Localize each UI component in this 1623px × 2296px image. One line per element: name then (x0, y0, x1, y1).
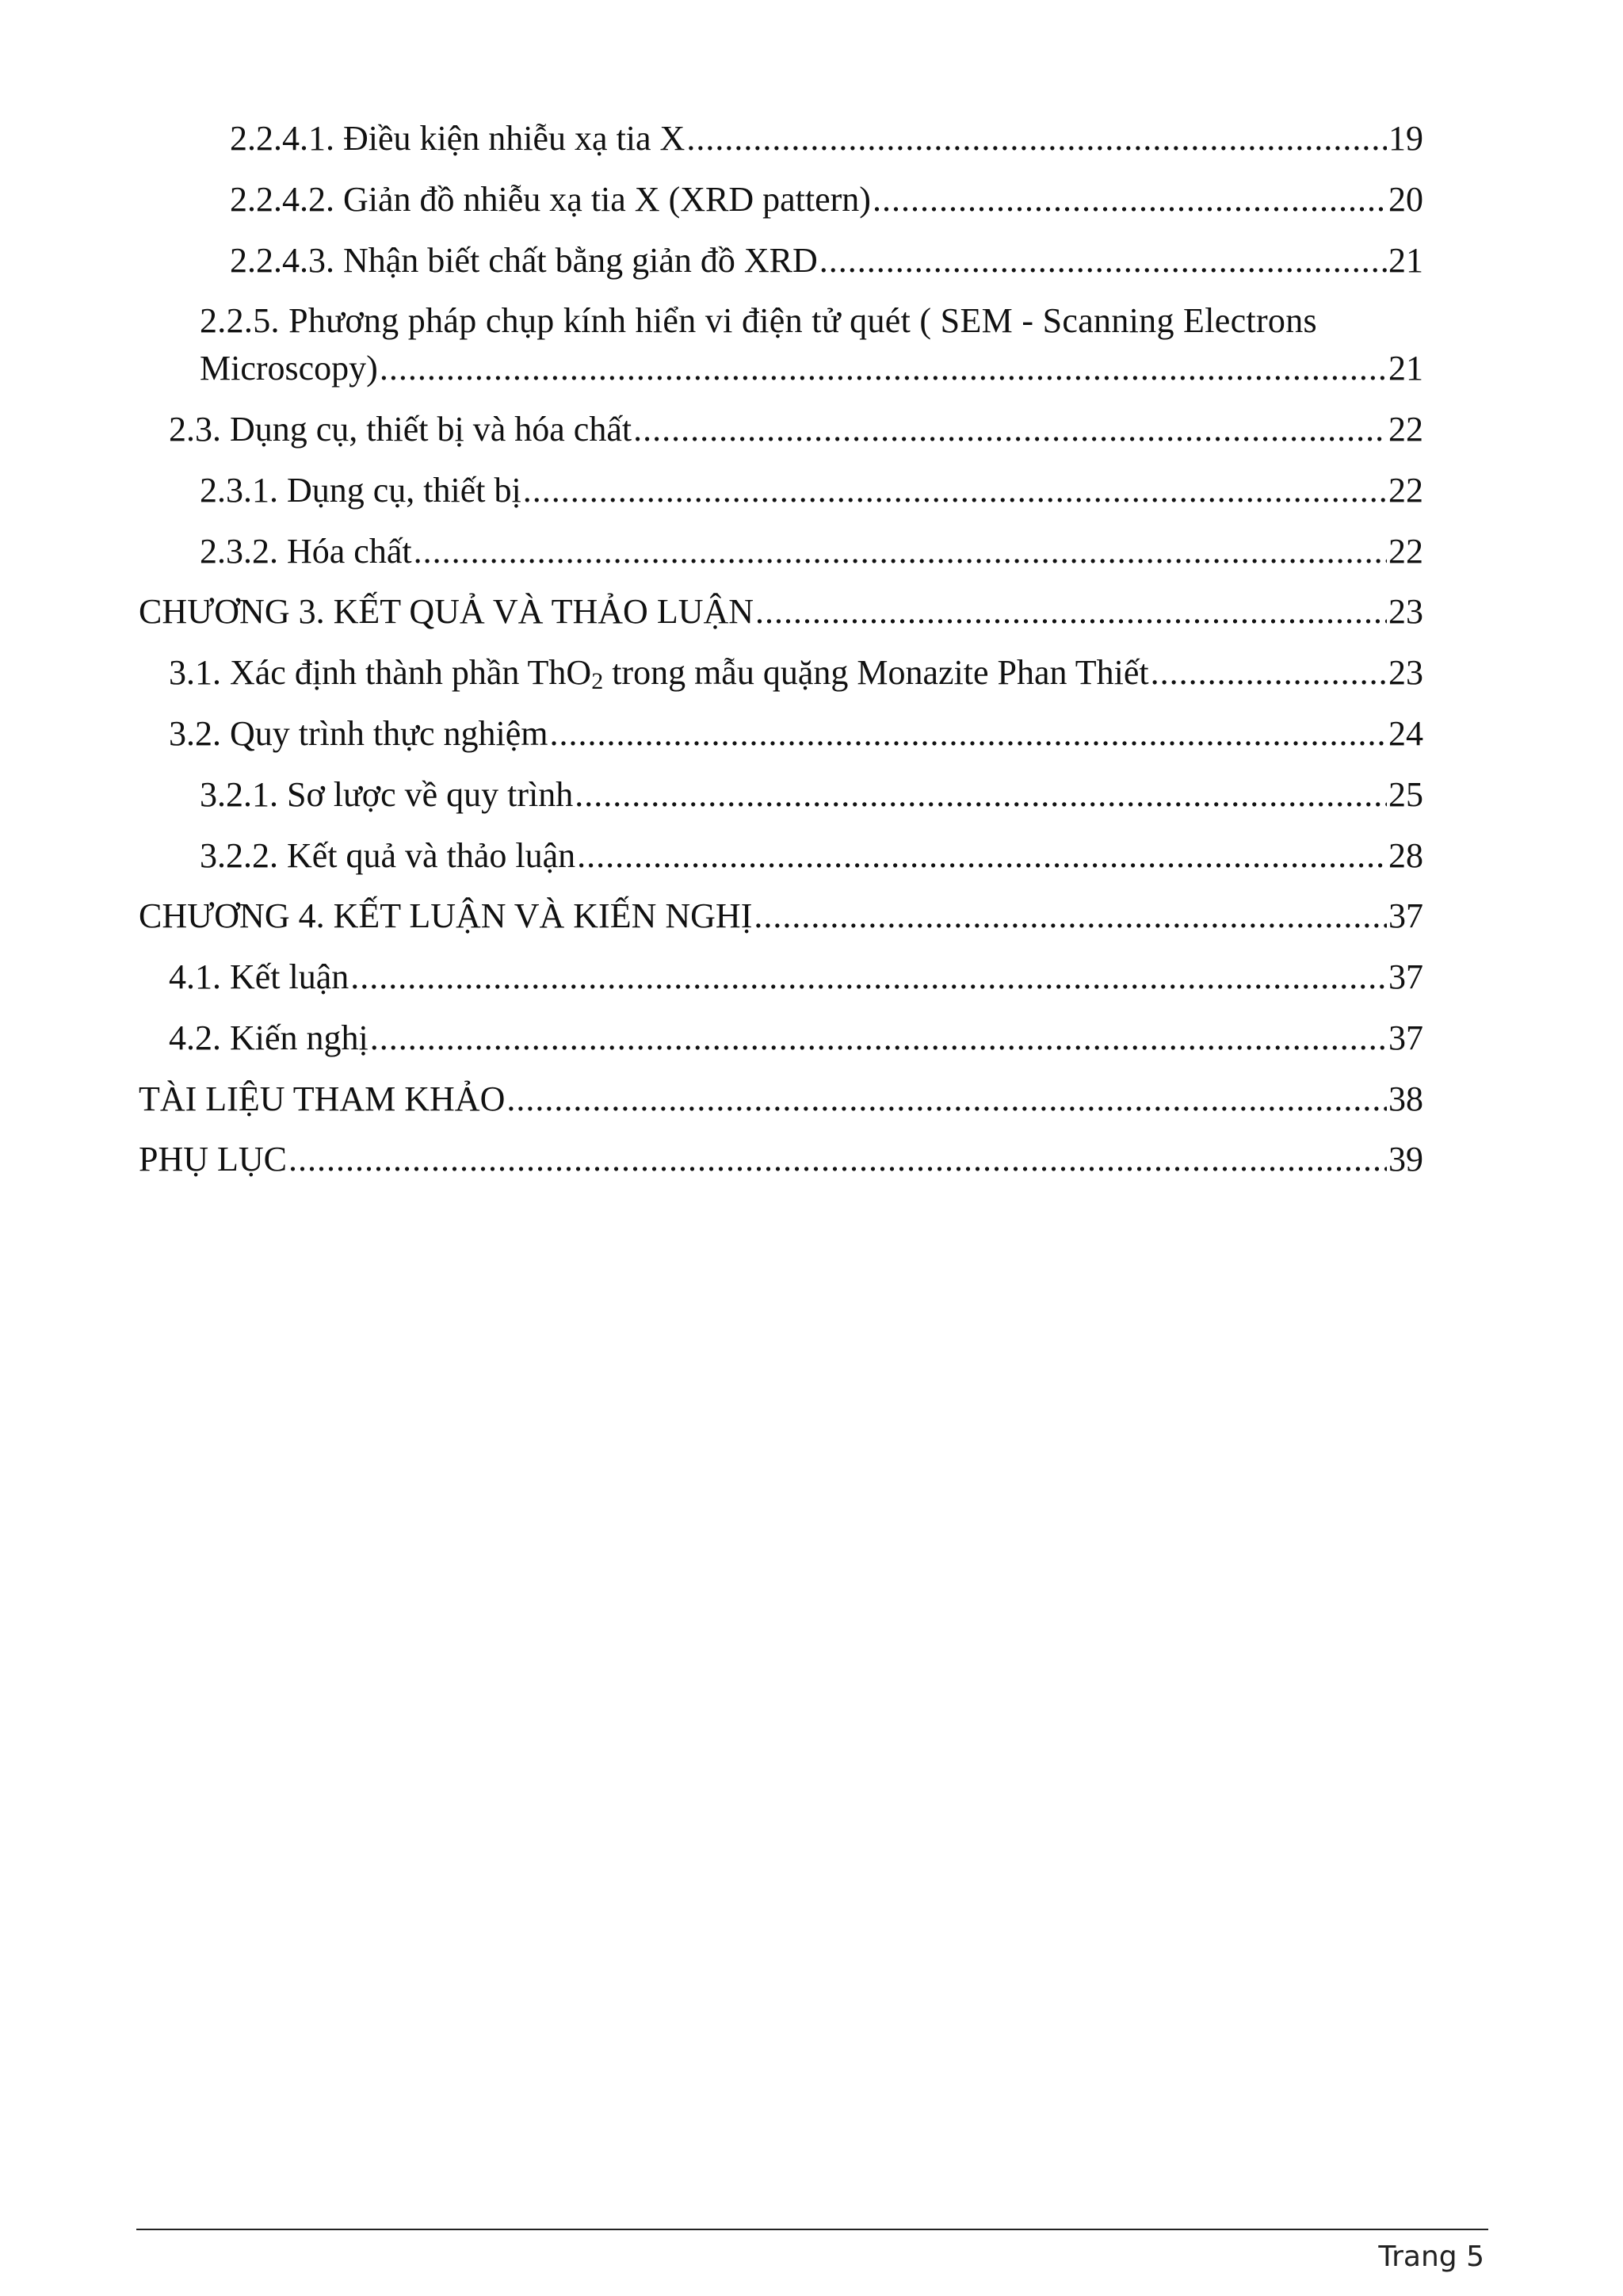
toc-entry-title: CHƯƠNG 3. KẾT QUẢ VÀ THẢO LUẬN (139, 592, 754, 631)
toc-page-number: 22 (1388, 410, 1423, 449)
toc-leader-dots (506, 1075, 1387, 1123)
toc-page-number: 20 (1388, 180, 1423, 219)
toc-entry-2-3[interactable] (169, 406, 1423, 453)
toc-entry-title-end: trong mẫu quặng Monazite Phan Thiết (603, 653, 1149, 692)
toc-entry-4-1[interactable] (169, 953, 1423, 1001)
toc-entry-title: 3.2.1. Sơ lược về quy trình (200, 775, 574, 814)
toc-page-number: 28 (1388, 836, 1423, 875)
toc-entry-title: TÀI LIỆU THAM KHẢO (139, 1079, 506, 1118)
toc-leader-dots (575, 771, 1387, 819)
toc-leader-dots (755, 588, 1387, 636)
toc-entry-2-3-1[interactable] (200, 467, 1423, 514)
toc-leader-dots (370, 1014, 1387, 1062)
toc-entry-2-2-4-2[interactable] (230, 176, 1423, 223)
toc-entry-3-2-2[interactable] (200, 832, 1423, 880)
toc-leader-dots (633, 406, 1387, 453)
toc-entry-title: 3.2.2. Kết quả và thảo luận (200, 836, 576, 875)
toc-page-number: 25 (1388, 775, 1423, 814)
toc-page-number: 19 (1388, 119, 1423, 158)
toc-page-number: 22 (1388, 471, 1423, 510)
toc-leader-dots (1151, 649, 1387, 697)
toc-entry-title-line1: 2.2.5. Phương pháp chụp kính hiển vi điện tử quét ( SEM - Scanning Electrons (200, 301, 1317, 340)
toc-leader-dots (819, 237, 1387, 285)
toc-entry-2-2-4-1[interactable] (230, 115, 1423, 162)
toc-entry-title: 4.2. Kiến nghị (169, 1018, 369, 1057)
toc-leader-dots (754, 892, 1387, 940)
toc-entry-title: 2.2.4.3. Nhận biết chất bằng giản đồ XRD (230, 241, 818, 280)
toc-entry-4-2[interactable] (169, 1014, 1423, 1062)
toc-entry-3-2[interactable] (169, 710, 1423, 758)
toc-entry-title: 2.3. Dụng cụ, thiết bị và hóa chất (169, 410, 632, 449)
toc-page-number: 21 (1388, 241, 1423, 280)
toc-leader-dots (873, 176, 1387, 223)
toc-entry-title: 2.3.1. Dụng cụ, thiết bị (200, 471, 521, 510)
toc-page-number: 24 (1388, 714, 1423, 753)
subscript-2: 2 (591, 668, 604, 694)
toc-entry-2-2-4-3[interactable] (230, 237, 1423, 285)
toc-entry-chapter-3[interactable] (139, 588, 1423, 636)
toc-page-number: 21 (1388, 349, 1423, 388)
footer-divider (136, 2229, 1488, 2230)
toc-leader-dots (414, 528, 1387, 575)
toc-page-number: 22 (1388, 532, 1423, 571)
toc-leader-dots (577, 832, 1387, 880)
toc-entry-title: 2.2.4.1. Điều kiện nhiễu xạ tia X (230, 119, 685, 158)
toc-entry-chapter-4[interactable] (139, 892, 1423, 940)
toc-page-number: 37 (1388, 957, 1423, 996)
toc-entry-title: 2.2.4.2. Giản đồ nhiễu xạ tia X (XRD pattern) (230, 180, 871, 219)
toc-leader-dots (350, 953, 1387, 1001)
toc-entry-title-line2: Microscopy) (200, 349, 378, 388)
toc-entry-2-2-5[interactable] (200, 297, 1423, 392)
toc-entry-title: CHƯƠNG 4. KẾT LUẬN VÀ KIẾN NGHỊ (139, 896, 753, 935)
toc-leader-dots (523, 467, 1387, 514)
toc-page-number: 23 (1388, 592, 1423, 631)
toc-entry-references[interactable] (139, 1075, 1423, 1123)
toc-entry-2-3-2[interactable] (200, 528, 1423, 575)
toc-page-number: 37 (1388, 1018, 1423, 1057)
toc-leader-dots (686, 115, 1387, 162)
toc-entry-title (169, 649, 1149, 697)
toc-leader-dots (380, 345, 1387, 392)
toc-leader-dots (549, 710, 1387, 758)
toc-entry-title: 4.1. Kết luận (169, 957, 349, 996)
toc-leader-dots (288, 1136, 1387, 1183)
toc-entry-appendix[interactable] (139, 1136, 1423, 1183)
toc-page-number: 38 (1388, 1079, 1423, 1118)
toc-page-number: 37 (1388, 896, 1423, 935)
toc-page-number: 23 (1388, 653, 1423, 692)
toc-entry-3-1[interactable] (169, 649, 1423, 697)
toc-entry-3-2-1[interactable] (200, 771, 1423, 819)
toc-entry-title-start: 3.1. Xác định thành phần ThO (169, 653, 592, 692)
toc-entry-title: 2.3.2. Hóa chất (200, 532, 412, 571)
toc-entry-title: PHỤ LỤC (139, 1140, 288, 1179)
toc-entry-title: 3.2. Quy trình thực nghiệm (169, 714, 548, 753)
footer-page-number: Trang 5 (1378, 2241, 1484, 2273)
toc-page-number: 39 (1388, 1140, 1423, 1179)
